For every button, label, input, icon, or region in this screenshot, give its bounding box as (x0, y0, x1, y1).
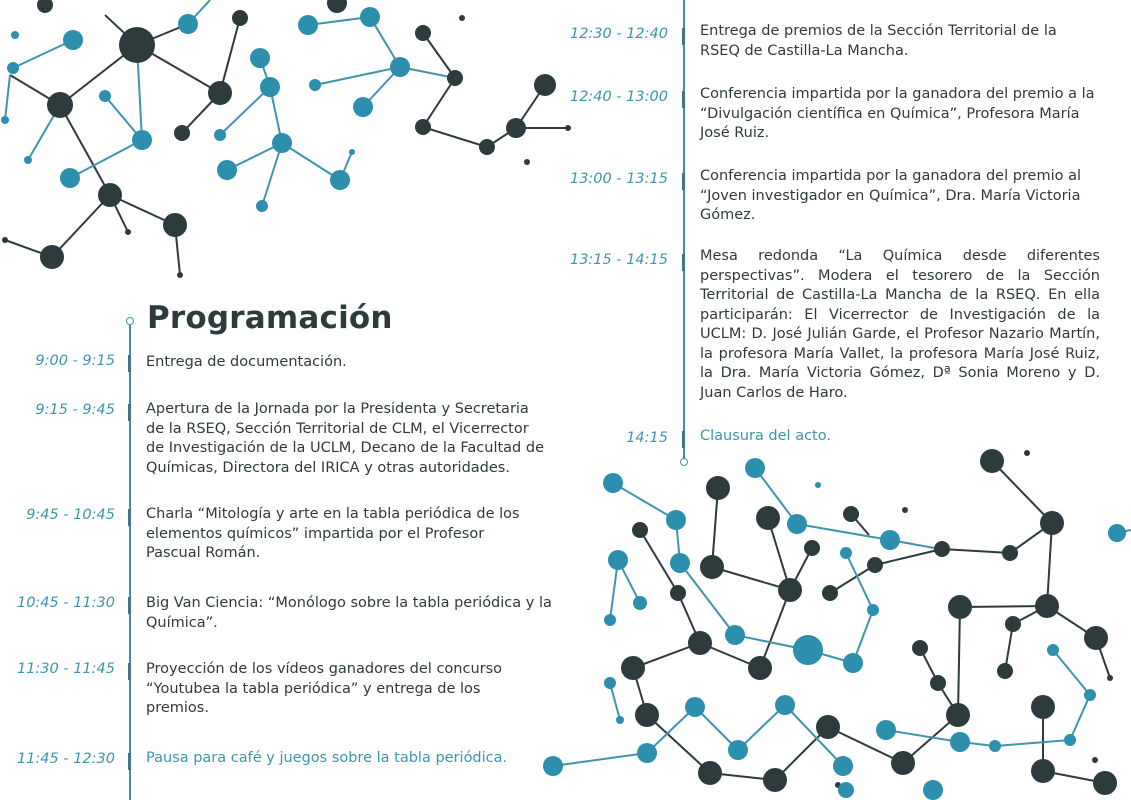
time-marker (128, 404, 131, 421)
timeline-end-icon (680, 458, 688, 466)
schedule-time: 13:00 - 13:15 (569, 171, 668, 187)
schedule-time: 9:45 - 10:45 (26, 507, 115, 523)
schedule-text: Pausa para café y juegos sobre la tabla periódica. (146, 750, 508, 766)
time-marker (128, 753, 131, 770)
timeline-left-line (129, 325, 131, 800)
timeline-start-icon (126, 317, 134, 325)
schedule-text: Charla “Mitología y arte en la tabla periódica de los elementos químicos” impartida por el Profesor Pascual Román. (146, 506, 520, 561)
schedule-text: Clausura del acto. (700, 428, 831, 444)
time-marker (682, 431, 685, 448)
time-marker (682, 173, 685, 190)
schedule-text: Big Van Ciencia: “Monólogo sobre la tabla periódica y la Química”. (146, 595, 552, 631)
time-marker (682, 28, 685, 45)
schedule-time: 11:30 - 11:45 (16, 661, 115, 677)
time-marker (682, 254, 685, 271)
schedule-time: 12:40 - 13:00 (569, 89, 668, 105)
schedule-time: 12:30 - 12:40 (569, 26, 668, 42)
schedule-text: Entrega de documentación. (146, 354, 347, 370)
schedule-text: Apertura de la Jornada por la Presidenta y Secretaria de la RSEQ, Sección Territorial de CLM, el Vicerrector de Investigación de la UCLM, Decano de la Facultad de Químicas, Directora del IRICA y otras autoridades. (146, 401, 544, 476)
schedule-text: Conferencia impartida por la ganadora del premio a la “Divulgación científica en Química”, Profesora María José Ruiz. (700, 86, 1095, 141)
page-title: Programación (147, 300, 393, 336)
timeline-right-line (683, 0, 685, 458)
schedule-time: 9:15 - 9:45 (35, 402, 115, 418)
schedule-time: 13:15 - 14:15 (569, 252, 668, 268)
schedule-text: Conferencia impartida por la ganadora del premio al “Joven investigador en Química”, Dra. María Victoria Gómez. (700, 168, 1082, 223)
time-marker (128, 597, 131, 614)
schedule-text: Proyección de los vídeos ganadores del concurso “Youtubea la tabla periódica” y entrega de los premios. (146, 661, 503, 716)
schedule-text: Mesa redonda “La Química desde diferentes perspectivas”. Modera el tesorero de la Sección Territorial de Castilla-La Mancha de la RSEQ. En ella participarán: El Vicerrector de Investigación de la UCLM: D. José Julián Garde, el Profesor Nazario Martín, la profesora María Vallet, la profesora María José Ruiz, la Dra. María Victoria Gómez, Dª Sonia Moreno y D. Juan Carlos de Haro. (700, 248, 1100, 401)
schedule-time: 10:45 - 11:30 (16, 595, 115, 611)
schedule-time: 11:45 - 12:30 (16, 751, 115, 767)
time-marker (128, 509, 131, 526)
time-marker (682, 91, 685, 108)
schedule-text: Entrega de premios de la Sección Territorial de la RSEQ de Castilla-La Mancha. (700, 23, 1057, 59)
schedule-time: 9:00 - 9:15 (35, 353, 115, 369)
time-marker (128, 663, 131, 680)
time-marker (128, 355, 131, 372)
schedule-time: 14:15 (626, 430, 668, 446)
